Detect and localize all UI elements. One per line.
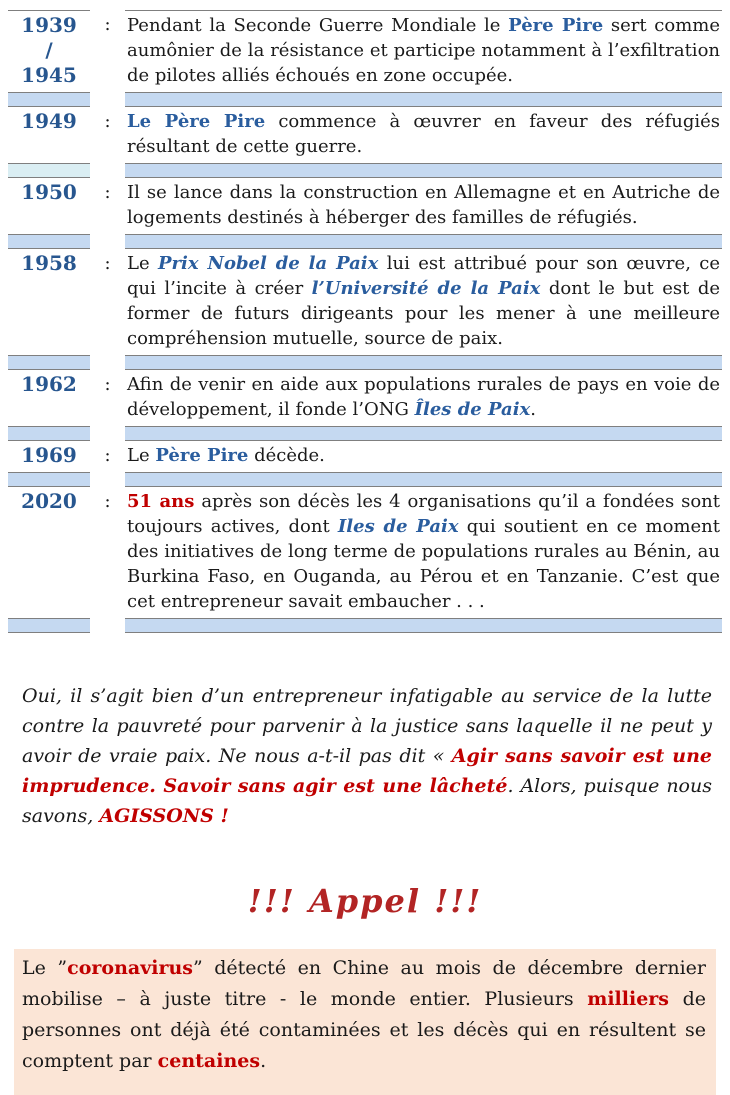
timeline-colon: : — [104, 182, 111, 203]
text-segment: Afin de venir en aide aux populations rurales de pays en voie de développement, il fonde l’ONG — [127, 374, 720, 420]
separator-gap — [90, 163, 125, 178]
timeline-row — [0, 487, 730, 618]
separator-bar-year — [8, 92, 90, 107]
timeline-colon: : — [104, 253, 111, 274]
text-segment: . — [260, 1050, 267, 1072]
timeline-description — [125, 370, 722, 426]
timeline-year: 1969 — [21, 443, 77, 467]
timeline-description — [125, 178, 722, 234]
text-segment: après son décès les 4 organisations qu’il a fondées sont toujours actives, dont — [127, 491, 721, 537]
timeline-colon: : — [104, 374, 111, 395]
timeline-separator — [0, 618, 730, 633]
timeline-colon: : — [104, 111, 111, 132]
separator-bar-text — [125, 355, 722, 370]
text-segment: . Alors, puisque nous savons, — [22, 775, 712, 827]
separator-gap — [90, 355, 125, 370]
text-segment: Père Pire — [155, 445, 249, 466]
coronavirus-alert-paragraph — [14, 949, 716, 1095]
separator-gap — [90, 472, 125, 487]
text-segment: centaines — [157, 1050, 261, 1072]
separator-bar-year — [8, 618, 90, 633]
timeline-row — [0, 10, 730, 92]
separator-bar-text — [125, 163, 722, 178]
text-segment: ” détecté en Chine au mois de décembre dernier mobilise – à juste titre - le monde entier. Plusieurs — [22, 957, 706, 1010]
separator-gap — [90, 92, 125, 107]
text-segment: sert comme aumônier de la résistance et participe notamment à l’exfiltration de pilotes alliés échoués en zone occupée. — [127, 15, 720, 86]
text-segment: commence à œuvrer en faveur des réfugiés résultant de cette guerre. — [127, 111, 720, 157]
text-segment: milliers — [587, 988, 670, 1010]
timeline-description — [125, 107, 722, 163]
text-segment: Prix Nobel de la Paix — [157, 253, 379, 274]
text-segment: Pendant la Seconde Guerre Mondiale le — [127, 15, 509, 36]
timeline-description — [125, 10, 722, 92]
timeline-year: 1950 — [21, 180, 77, 204]
conclusion-paragraph — [22, 681, 712, 831]
text-segment: Le ” — [22, 957, 68, 979]
text-segment: AGISSONS ! — [99, 805, 229, 827]
timeline-description — [125, 441, 722, 472]
text-segment: Iles de Paix — [337, 516, 459, 537]
text-segment: 51 ans — [127, 491, 195, 512]
text-segment: dont le but est de former de futurs dirigeants pour les mener à une meilleure compréhension mutuelle, source de paix. — [127, 278, 721, 349]
text-segment: de personnes ont déjà été contaminées et les décès qui en résultent se comptent par — [22, 988, 706, 1072]
text-segment: Il se lance dans la construction en Allemagne et en Autriche de logements destinés à héberger des familles de réfugiés. — [127, 182, 720, 228]
timeline-year: 1958 — [21, 251, 77, 275]
timeline-separator — [0, 355, 730, 370]
appel-heading: !!! Appel !!! — [247, 882, 483, 920]
separator-bar-text — [125, 426, 722, 441]
text-segment: lui est attribué pour son œuvre, ce qui l’incite à créer — [127, 253, 721, 299]
timeline-row — [0, 178, 730, 234]
timeline-row — [0, 107, 730, 163]
separator-bar-text — [125, 618, 722, 633]
text-segment: Le — [127, 445, 156, 466]
separator-bar-year — [8, 426, 90, 441]
separator-gap — [90, 234, 125, 249]
timeline-colon: : — [104, 491, 111, 512]
timeline-description — [125, 487, 722, 618]
text-segment: Oui, il s’agit bien d’un entrepreneur infatigable au service de la lutte contre la pauvreté pour parvenir à la justice sans laquelle il ne peut y avoir de vraie paix. Ne nous a-t-il pas dit « — [22, 685, 712, 767]
timeline-separator — [0, 426, 730, 441]
timeline-description — [125, 249, 722, 355]
timeline-year: 1962 — [21, 372, 77, 396]
timeline-year: 2020 — [21, 489, 77, 513]
text-segment: Le Père Pire — [127, 111, 266, 132]
timeline-table — [0, 10, 730, 633]
timeline-year: 1949 — [21, 109, 77, 133]
separator-gap — [90, 426, 125, 441]
text-segment: . — [530, 399, 537, 420]
separator-bar-text — [125, 472, 722, 487]
text-segment: Le — [127, 253, 158, 274]
separator-gap — [90, 618, 125, 633]
separator-bar-text — [125, 234, 722, 249]
timeline-separator — [0, 92, 730, 107]
text-segment: Agir sans savoir est une imprudence. Savoir sans agir est une lâcheté — [22, 745, 712, 797]
separator-bar-year — [8, 234, 90, 249]
timeline-row — [0, 441, 730, 472]
timeline-separator — [0, 234, 730, 249]
separator-bar-year — [8, 355, 90, 370]
timeline-separator — [0, 163, 730, 178]
text-segment: coronavirus — [67, 957, 193, 979]
text-segment: qui soutient en ce moment des initiatives de long terme de populations rurales au Bénin, au Burkina Faso, en Ouganda, au Pérou et en Tanzanie. C’est que cet entrepreneur savait embaucher . . . — [127, 516, 721, 612]
separator-bar-year — [8, 472, 90, 487]
timeline-row — [0, 249, 730, 355]
timeline-colon: : — [104, 445, 111, 466]
text-segment: l’Université de la Paix — [311, 278, 541, 299]
timeline-row — [0, 370, 730, 426]
text-segment: décède. — [248, 445, 325, 466]
timeline-colon: : — [104, 14, 111, 35]
timeline-year: 1939 / 1945 — [8, 10, 90, 88]
separator-bar-text — [125, 92, 722, 107]
text-segment: Père Pire — [508, 15, 604, 36]
separator-bar-year — [8, 163, 90, 178]
timeline-separator — [0, 472, 730, 487]
text-segment: Îles de Paix — [414, 399, 531, 420]
